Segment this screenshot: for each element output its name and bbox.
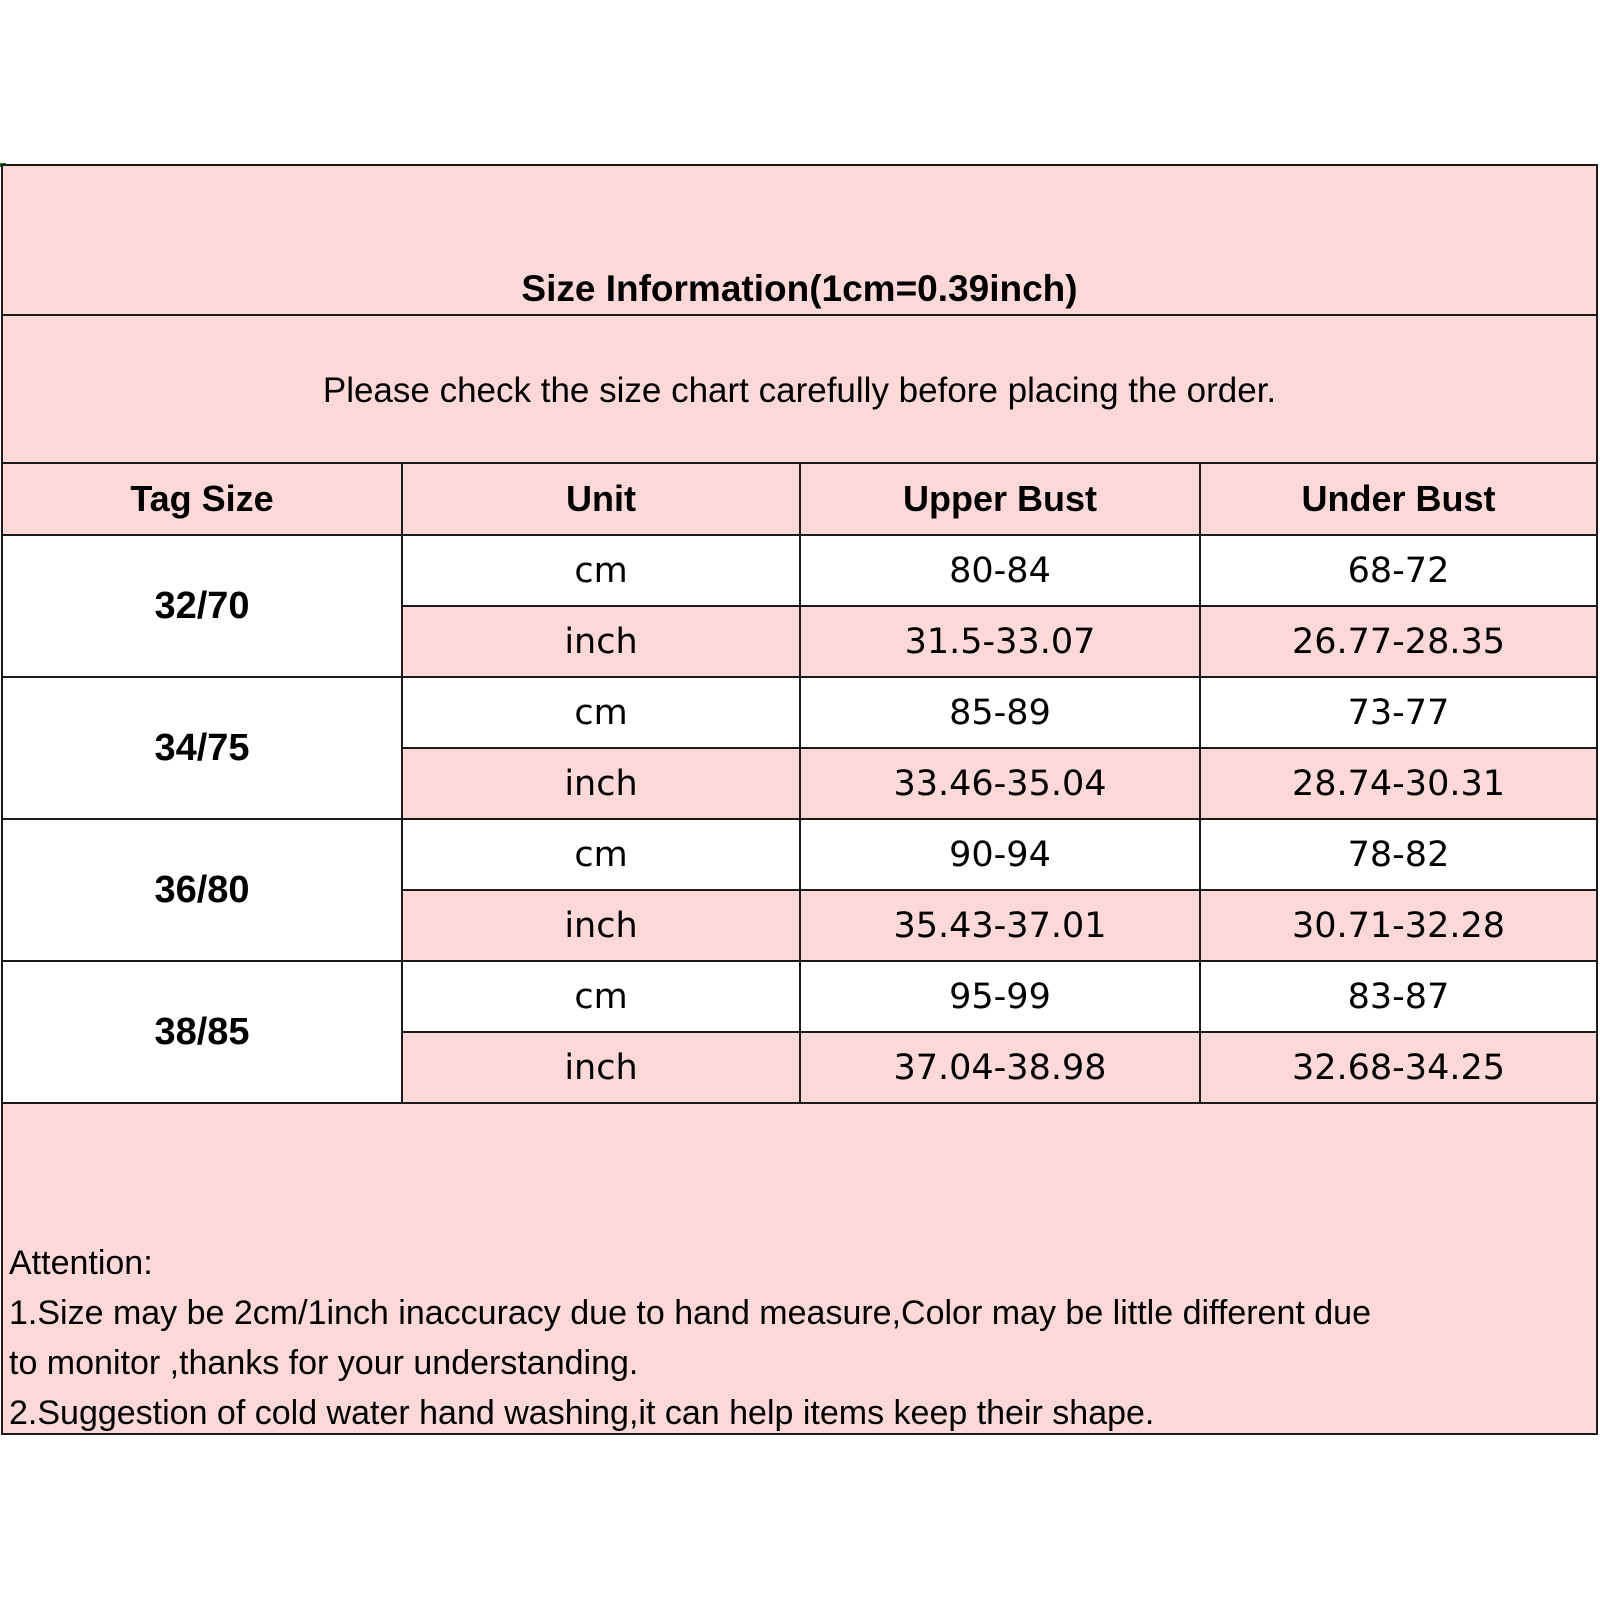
- title-band: [3, 166, 1596, 316]
- upper-bust-cell: 37.04-38.98: [800, 1032, 1200, 1103]
- tag-size-cell: 36/80: [3, 819, 402, 961]
- header-tag-size: Tag Size: [3, 464, 402, 535]
- upper-bust-cell: 85-89: [800, 677, 1200, 748]
- upper-bust-cell: 95-99: [800, 961, 1200, 1032]
- table-row: [3, 819, 1596, 890]
- header-upper-bust: Upper Bust: [800, 464, 1200, 535]
- unit-cell: inch: [402, 748, 800, 819]
- unit-cell: cm: [402, 819, 800, 890]
- upper-bust-cell: 35.43-37.01: [800, 890, 1200, 961]
- header-unit: Unit: [402, 464, 800, 535]
- under-bust-cell: 26.77-28.35: [1200, 606, 1596, 677]
- unit-cell: cm: [402, 961, 800, 1032]
- under-bust-cell: 32.68-34.25: [1200, 1032, 1596, 1103]
- upper-bust-cell: 90-94: [800, 819, 1200, 890]
- attention-notes: [9, 1238, 1586, 1438]
- attention-heading: Attention:: [9, 1244, 153, 1282]
- table-row: [3, 677, 1596, 748]
- tag-size-cell: 34/75: [3, 677, 402, 819]
- upper-bust-cell: 80-84: [800, 535, 1200, 606]
- under-bust-cell: 78-82: [1200, 819, 1596, 890]
- size-check-note: Please check the size chart carefully before placing the order.: [322, 371, 1277, 410]
- tag-size-cell: 38/85: [3, 961, 402, 1103]
- upper-bust-cell: 33.46-35.04: [800, 748, 1200, 819]
- size-chart: [1, 164, 1598, 1435]
- table-row: [3, 535, 1596, 606]
- note-band: [3, 316, 1596, 464]
- unit-cell: inch: [402, 606, 800, 677]
- table-row: [3, 961, 1596, 1032]
- under-bust-cell: 73-77: [1200, 677, 1596, 748]
- unit-cell: cm: [402, 677, 800, 748]
- unit-cell: inch: [402, 890, 800, 961]
- header-under-bust: Under Bust: [1200, 464, 1596, 535]
- tag-size-cell: 32/70: [3, 535, 402, 677]
- attention-line-2: to monitor ,thanks for your understanding.: [9, 1344, 639, 1382]
- unit-cell: inch: [402, 1032, 800, 1103]
- size-table: [3, 464, 1596, 1104]
- under-bust-cell: 68-72: [1200, 535, 1596, 606]
- under-bust-cell: 30.71-32.28: [1200, 890, 1596, 961]
- unit-cell: cm: [402, 535, 800, 606]
- attention-line-3: 2.Suggestion of cold water hand washing,it can help items keep their shape.: [9, 1394, 1155, 1432]
- upper-bust-cell: 31.5-33.07: [800, 606, 1200, 677]
- attention-line-1: 1.Size may be 2cm/1inch inaccuracy due to hand measure,Color may be little different due: [9, 1294, 1371, 1332]
- under-bust-cell: 83-87: [1200, 961, 1596, 1032]
- under-bust-cell: 28.74-30.31: [1200, 748, 1596, 819]
- header-row: [3, 464, 1596, 535]
- chart-title: Size Information(1cm=0.39inch): [521, 268, 1078, 309]
